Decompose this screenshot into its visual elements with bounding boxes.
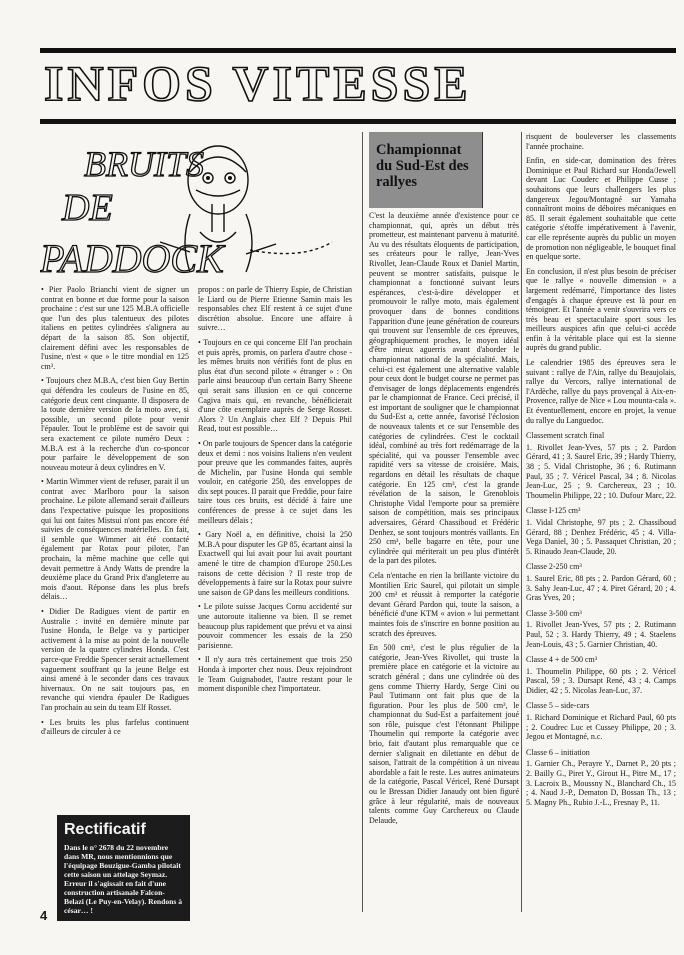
page-number: 4 bbox=[40, 908, 48, 923]
championnat-classements: risquent de bouleverser les classements l'année prochaine. bbox=[526, 132, 676, 151]
results-500 bbox=[526, 609, 676, 649]
bruits-item-spencer: • On parle toujours de Spencer dans la catégorie deux et demi : nos voisins Italiens n'en veulent pour preuve que les commandes faites, auprès de Michelin, par l'usine Honda qui semble vouloir, en catégorie 250, des enveloppes de dix sept pouces. Il parait que Freddie, pour faire taire tous ces bruits, est décidé à faire une conférences de presse à ce sujet dans les meilleurs délais ; bbox=[198, 438, 352, 525]
bruits-item-wimmer: • Martin Wimmer vient de refuser, parait il un contrat avec Marlboro pour la saison prochaine. Le pilote allemand serait d'ailleurs dans l'expectative puisque les propositions qui lui ont faites Mistsui n'ont pas encore été suivies de conséquences matérielles. En fait, il semble que Wimmer ait été contacté également par Rotax pour piloter, l'an prochain, la même machine que celle qui devait permettre à Andy Watts de prendre la deuxième place du Grand Prix d'angleterre au mois d'aout. Réponse dans les plus brefs délais… bbox=[41, 477, 189, 602]
results-500-body: 1. Rivollet Jean-Yves, 57 pts ; 2. Rutimann Paul, 52 ; 3. Hardy Thierry, 49 ; 4. Staelens Jean-Louis, 43 ; 5. Garnier Christian, 40. bbox=[526, 620, 676, 649]
results-125 bbox=[526, 506, 676, 556]
bruits-item-cornu: • Le pilote suisse Jacques Cornu accidenté sur une autoroute italienne va bien. Il se remet beaucoup plus rapidement que prévu et va ainsi pouvoir commencer les essais de la 250 parisienne. bbox=[198, 602, 352, 650]
bruits-item-elf-pilotes: propos : on parle de Thierry Espie, de Christian le Liard ou de Pierre Etienne Samin mais les responsables chez Elf restent à ce sujet d'une discrétion absolue. Encore une affaire à suivre… bbox=[198, 285, 352, 333]
results-sidecars bbox=[526, 701, 676, 741]
bruits-item-sheene: • Toujours en ce qui concerne Elf l'an prochain et puis après, promis, on parlera d'autre chose - les mêmes bruits non vérifiés font de plus en plus état d'un second pilote « étranger » : On parle ainsi beaucoup d'un certain Barry Sheene qui serait sans illusion en ce qui concerne Cagiva mais qui, en revanche, bénéficierait d'une côte exemplaire auprès de Serge Rosset. Alors ? Un Anglais chez Elf ? Depuis Phil Read, tout est possible… bbox=[198, 337, 352, 434]
bruits-column-1 bbox=[41, 285, 189, 815]
results-250-body: 1. Saurel Eric, 88 pts ; 2. Pardon Gérard, 60 ; 3. Sahy Jean-Luc, 47 ; 4. Piret Gérard, 20 ; 4. Gras Yves, 20 ; bbox=[526, 573, 676, 603]
masthead-title: INFOS VITESSE bbox=[44, 58, 472, 108]
bruits-item-radigues: • Didier De Radigues vient de partir en Australie : invité en dernière minute par l'usine Honda, le Belge va y participer activement à la mise au point de la nouvelle version de la quatre cylindres Honda. C'est parce-que Freddie Spencer serait actuellement vaguement souffrant qu la jeune Belge est ainsi amené à le seconder dans ces travaux hivernaux. On ne sait toujours pas, en revanche qui viendra épauler De Radigues l'an prochain au sein du team Elf Rosset. bbox=[41, 607, 189, 712]
paddock-illustration bbox=[40, 132, 370, 282]
championnat-500: En 500 cm³, c'est le plus régulier de la catégorie, Jean-Yves Rivollet, qui truste la première place en catégorie et la victoire au scratch général ; dans une cylindrée où des gens comme Thierry Hardy, Serge Cini ou Paul Tutimann ont fait plus que de la figuration. Pour les plus de 500 cm³, le championnat du Sud-Est a parfaitement joué son rôle, puisque c'est l'étonnant Philippe Thoumelin qui remporte la catégorie avec brio, fait d'autant plus remarquable que ce dernier s'alignait en dilettante en début de saison, l'attrait de la compétition à un niveau abordable a fait le reste. Les autres animateurs de la catégorie, Pascal Véricel, René Dursapt ou le Bressan Didier Janaudy ont bien figuré grâce à leur régularité, mais de nouveaux talents comme Guy Carchereux ou Claude Delaude, bbox=[369, 643, 519, 825]
column-divider-2 bbox=[521, 132, 522, 912]
results-sidecars-title: Classe 5 – side-cars bbox=[526, 701, 590, 711]
sketch-title-bruits: BRUITS bbox=[84, 144, 204, 184]
sketch-title-de: DE bbox=[62, 187, 113, 229]
top-rule bbox=[40, 48, 676, 53]
championnat-calendrier: Le calendrier 1985 des épreuves sera le suivant : rallye de l'Ain, rallye du Beaujolais, rallye du Vercors, rallye international de l'Ardèche, rallye du pays provençal à Aix-en-Provence, rallye de Nice « Lou mounta-cala ». Et éventuellement, encore en projet, la venue du rallye du Languedoc. bbox=[526, 358, 676, 425]
results-plus-500-title: Classe 4 + de 500 cm³ bbox=[526, 655, 598, 665]
championnat-sidecar: Enfin, en side-car, domination des frères Dominique et Paul Richard sur Honda/Jewell devant Luc Couderc et Philippe Cusse ; souhaitons que leurs challengers les plus dangereux Jegou/Montagné sur Yamaha connaîtront moins de déboires mécaniques en 85. Il serait également souhaitable que cette catégorie s'étoffe impérativement à l'avenir, car elle représente auprès du public un moyen de promotion non négligeable, le bouquet final en quelque sorte. bbox=[526, 156, 676, 262]
rectificatif-title: Rectificatif bbox=[64, 821, 146, 838]
bruits-item-noel: • Gary Noël a, en définitive, choisi la 250 M.B.A pour disputer les GP 85, écartant ainsi la Exactwell qui lui avait pour lui avait pourtant amené le titre de champion d'Europe 250.Les raisons de cette décision ? Il reste trop de développements à faire sur la Rotax pour suivre une saison de GP dans les meilleurs conditions. bbox=[198, 530, 352, 597]
results-500-title: Classe 3-500 cm³ bbox=[526, 608, 582, 618]
results-plus-500 bbox=[526, 655, 676, 695]
results-sidecars-body: 1. Richard Dominique et Richard Paul, 60 pts ; 2. Coudrec Luc et Cussey Philippe, 20 ; 3. Jegou et Montagné, n.c. bbox=[526, 713, 676, 742]
results-initiation-title: Classe 6 – initiation bbox=[526, 747, 590, 757]
championnat-title: Championnat du Sud-Est des rallyes bbox=[376, 142, 469, 190]
results-125-title: Classe I-125 cm³ bbox=[526, 506, 581, 516]
sketch-title-paddock: PADDOCK bbox=[40, 236, 224, 281]
bruits-column-2 bbox=[198, 285, 352, 785]
championnat-column-1 bbox=[369, 211, 519, 911]
results-initiation-body: 1. Garnier Ch., Perayre Y., Darnet P., 20 pts ; 2. Bailly G., Piret Y., Girout H., Pitre M., 17 ; 3. Lacroix B., Moussny N., Blanchard Ch., 15 ; 4. Naud J.-P., Dematon D, Bossan Th., 13 ; 5. Magny Ph., Rubio J.-L., Fresnay P., 11. bbox=[526, 759, 676, 807]
championnat-250: Cela n'entache en rien la brillante victoire du Montilien Eric Saurel, qui pilotait un simple 200 cm³ et réussit à remporter la catégorie devant Gérard Pardon qui, toute la saison, a bénéficié d'une KTM « avion » lui permettant maintes fois de s'inscrire en bonne position au scratch des épreuves. bbox=[369, 570, 519, 638]
masthead-rule bbox=[40, 119, 676, 124]
results-125-body: 1. Vidal Christophe, 97 pts ; 2. Chassiboud Gérard, 88 ; Denhez Frédéric, 45 ; 4. Villa-Vega Daniel, 30 ; 5. Passaquet Christian, 20 ; 5. Rinaudo Jean-Claude, 20. bbox=[526, 517, 676, 556]
results-scratch-body: 1. Rivollet Jean-Yves, 57 pts ; 2. Pardon Gérard, 41 ; 3. Saurel Eric, 39 ; Hardy Thierry, 38 ; 5. Vidal Christophe, 36 ; 6. Rutimann Paul, 35 ; 7. Véricel Pascal, 34 ; 8. Nicolas Jean-Luc, 25 ; 9. Carchereux, 23 ; 10. Thoumelin Philippe, 22 ; 10. Dufour Marc, 22. bbox=[526, 442, 676, 500]
championnat-intro: C'est la deuxième année d'existence pour ce championnat, qui, après un début très prometteur, est maintenant parvenu à maturité. Au vu des résultats éloquents de participation, ses créateurs pour le rallye, Jean-Yves Rivollet, Jean-Claude Roux et Daniel Martin, peuvent se montrer satisfaits, puisque le championnat a fonctionné suivant leurs espérances, c'est-à-dire développer et promouvoir le rallye moto, mais également provoquer dans de bonnes conditions l'apparition d'une jeune génération de coureurs qui trouvent sur l'ensemble de ces épreuves, géographiquement proches, le moyen idéal d'être mieux aguerris avant d'aborder le championnat national de la spécialité. Mais, celui-ci est également une alternative valable pour ceux dont le budget course ne permet pas d'envisager de longs déplacements engendrés par le championnat de France. Ceci précisé, il est important de souligner que le championnat du Sud-Est a, cette année, favorisé l'éclosion de nouveaux talents et ce sur l'ensemble des catégories de cylindrées. C'est le cocktail idéal, combiné au très fort redémarrage de la spécialité, qui va pousser l'ensemble avec rapidité vers sa vitesse de croisière. Mais, regardons en détail les résultats de chaque catégorie. En 125 cm³, c'est la grande révélation de la saison, le Grenoblois Christophe Vidal l'emporte pour sa première saison de compétition, mais ses principaux adversaires, Gérard Chassiboud et Frédéric Denhez, se sont toujours montrés vaillants. En 250 cm³, belle bagarre en tête, pour une cylindrée qui mériterait un peu plus d'intérêt de la part des pilotes. bbox=[369, 211, 519, 566]
results-plus-500-body: 1. Thoumelin Philippe, 60 pts ; 2. Véricel Pascal, 59 ; 3. Dursapt René, 43 ; 4. Camps Didier, 42 ; 5. Nicolas Jean-Luc, 37. bbox=[526, 666, 676, 695]
championnat-conclusion: En conclusion, il n'est plus besoin de préciser que le rallye « nouvelle dimension » a largement redémarré, l'importance des listes d'engagés à chaque épreuve est là pour en témoigner. Et l'année a venir s'ouvrira vers ce très beau et spectaculaire sport sous les meilleurs auspices afin que celui-ci accède enfin à la véritable place qui est la sienne auprès du grand public. bbox=[526, 266, 676, 353]
bruits-item-rumeurs: • Les bruits les plus farfelus continuent d'ailleurs de circuler à ce bbox=[41, 717, 189, 737]
championnat-column-2 bbox=[526, 132, 676, 912]
column-divider bbox=[362, 132, 363, 912]
results-scratch bbox=[526, 431, 676, 500]
bruits-item-honda: • Il n'y aura très certainement que trois 250 Honda à importer chez nous. Deux rejoindront le Team Guignabodet, l'autre restant pour le moment disponible chez l'importateur. bbox=[198, 655, 352, 694]
results-scratch-title: Classement scratch final bbox=[526, 431, 605, 441]
rectificatif-body: Dans le n° 2678 du 22 novembre dans MR, nous mentionnions que l'équipage Bouzigue-Gamba pilotait cette saison un attelage Seymaz. Erreur il s'agissait en fait d'une construction artisanale Falcon-Belazi (Le Puy-en-Velay). Rendons à césar… ! bbox=[64, 843, 183, 915]
bruits-item-brianchi: • Pier Paolo Brianchi vient de signer un contrat en bonne et due forme pour la saison prochaine : c'est sur une 125 M.B.A officielle que l'un des plus talentueux des pilotes italiens en petites cylindrées s'alignera au départ de la saison 85. Son objectif, clairement défini avec les responsables de l'usine, n'est « que » le titre mondial en 125 cm³. bbox=[41, 285, 189, 371]
rectificatif-box bbox=[57, 815, 190, 921]
results-250-title: Classe 2-250 cm³ bbox=[526, 562, 582, 572]
results-initiation bbox=[526, 748, 676, 808]
bruits-item-bertin: • Toujours chez M.B.A, c'est bien Guy Bertin qui défendra les couleurs de l'usine en 85, catégorie deux cent cinquante. Il disposera de la toute dernière version de la moto avec, si possible, un second pilote pour venir l'épauler. Tout le problème est de savoir qui sera exactement ce pilote numéro Deux : M.B.A est à la recherche d'un co-sponcor pour parfaire le développement de son nouveau moteur à deux cylindres en V. bbox=[41, 376, 189, 472]
results-250 bbox=[526, 562, 676, 602]
